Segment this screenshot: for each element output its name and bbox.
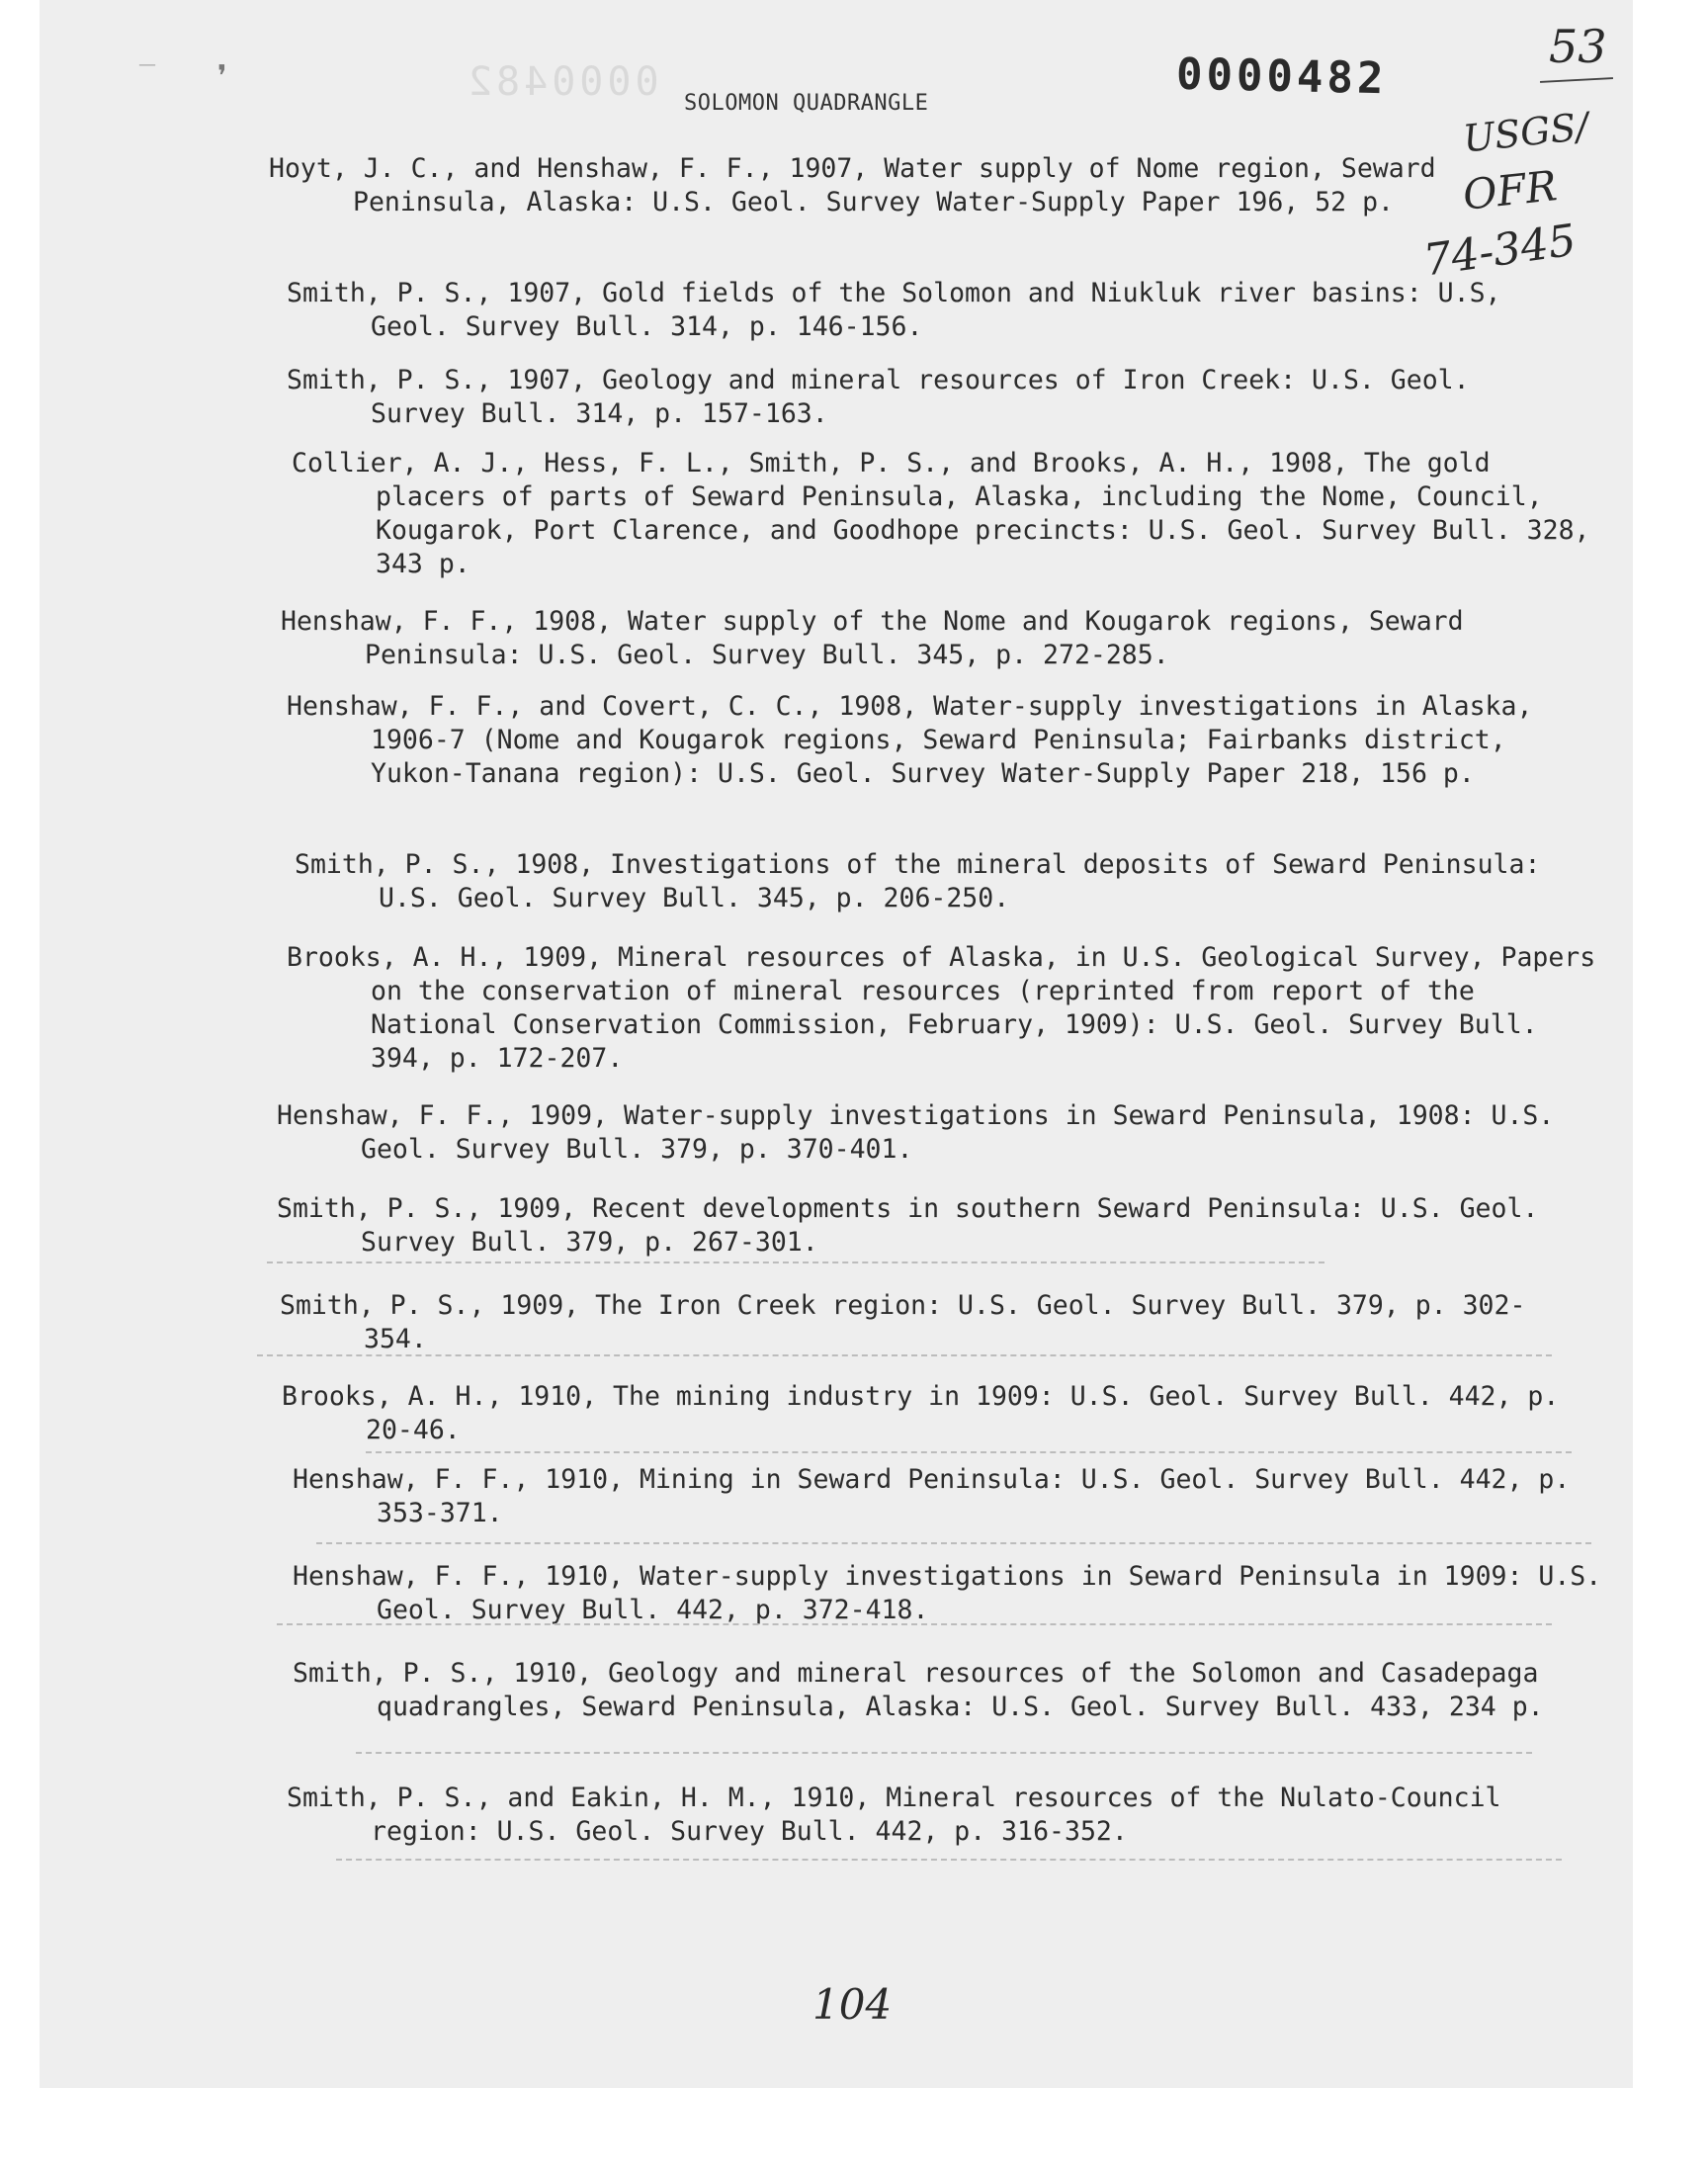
reference-entry: Brooks, A. H., 1910, The mining industry in 1909: U.S. Geol. Survey Bull. 442, p. 20-46.: [282, 1381, 1560, 1445]
reference-entry: Hoyt, J. C., and Henshaw, F. F., 1907, Water supply of Nome region, Seward Peninsula, Alaska: U.S. Geol. Survey Water-Supply Paper 196, 52 p.: [269, 153, 1436, 218]
reference-entry: Smith, P. S., 1910, Geology and mineral resources of the Solomon and Casadepaga quadrangles, Seward Peninsula, Alaska: U.S. Geol. Survey Bull. 433, 234 p.: [293, 1658, 1544, 1722]
reference-entry: Henshaw, F. F., 1909, Water-supply investigations in Seward Peninsula, 1908: U.S. Geol. Survey Bull. 379, p. 370-401.: [277, 1100, 1555, 1165]
handwritten-ofr-number: 74-345: [1420, 215, 1580, 287]
bleed-through-number: 0000482: [465, 59, 659, 105]
reference-entry: Brooks, A. H., 1909, Mineral resources of Alaska, in U.S. Geological Survey, Papers on the conservation of mineral resources (reprinted from report of the National Conservation Commission, February, 1909): U.S. Geol. Survey Bull. 394, p. 172-207.: [287, 942, 1596, 1074]
reference-entry: Smith, P. S., 1908, Investigations of the mineral deposits of Seward Peninsula: U.S. Geol. Survey Bull. 345, p. 206-250.: [295, 849, 1541, 914]
reference-entry: Henshaw, F. F., and Covert, C. C., 1908, Water-supply investigations in Alaska, 1906-7 (Nome and Kougarok regions, Seward Peninsula; Fairbanks district, Yukon-Tanana region): U.S. Geol. Survey Water-Supply Paper 218, 156 p.: [287, 691, 1533, 789]
reference-entry: Henshaw, F. F., 1910, Water-supply investigations in Seward Peninsula in 1909: U.S. Geol. Survey Bull. 442, p. 372-418.: [293, 1561, 1602, 1625]
handwritten-footer-number: 104: [812, 1980, 893, 2029]
handwritten-ofr-note: OFR: [1460, 161, 1560, 219]
scan-speck: ❜: [217, 59, 227, 94]
reference-entry: Henshaw, F. F., 1908, Water supply of the Nome and Kougarok regions, Seward Peninsula: U.S. Geol. Survey Bull. 345, p. 272-285.: [281, 606, 1464, 670]
reference-entry: Collier, A. J., Hess, F. L., Smith, P. S., and Brooks, A. H., 1908, The gold placers of parts of Seward Peninsula, Alaska, including the Nome, Council, Kougarok, Port Clarence, and Goodhope precincts: U.S. Geol. Survey Bull. 328, 343 p.: [292, 448, 1590, 579]
ruled-line: [277, 1623, 1552, 1625]
ruled-line: [336, 1859, 1562, 1861]
reference-entry: Smith, P. S., 1909, Recent developments in southern Seward Peninsula: U.S. Geol. Survey Bull. 379, p. 267-301.: [277, 1193, 1539, 1258]
reference-entry: Smith, P. S., and Eakin, H. M., 1910, Mineral resources of the Nulato-Council region: U.S. Geol. Survey Bull. 442, p. 316-352.: [287, 1783, 1501, 1847]
scan-speck: —: [138, 54, 156, 75]
reference-entry: Smith, P. S., 1909, The Iron Creek region: U.S. Geol. Survey Bull. 379, p. 302-354.: [280, 1290, 1526, 1354]
ruled-line: [316, 1542, 1591, 1544]
page-title: SOLOMON QUADRANGLE: [684, 91, 929, 116]
ruled-line: [356, 1752, 1532, 1754]
reference-entry: Henshaw, F. F., 1910, Mining in Seward Peninsula: U.S. Geol. Survey Bull. 442, p. 353-371.: [293, 1464, 1571, 1528]
reference-list: [40, 0, 1633, 2088]
reference-entry: Smith, P. S., 1907, Geology and mineral resources of Iron Creek: U.S. Geol. Survey Bull. 314, p. 157-163.: [287, 365, 1470, 429]
reference-entry: Smith, P. S., 1907, Gold fields of the Solomon and Niukluk river basins: U.S, Geol. Survey Bull. 314, p. 146-156.: [287, 278, 1501, 342]
handwritten-usgs-note: USGS/: [1461, 104, 1591, 161]
scan-margin: [0, 2088, 1708, 2175]
ruled-line: [257, 1354, 1552, 1356]
handwritten-page-number: 53: [1549, 20, 1607, 73]
document-number: 0000482: [1175, 48, 1388, 105]
ruled-line: [267, 1262, 1324, 1263]
ruled-line: [366, 1451, 1572, 1453]
document-page: [40, 0, 1633, 2088]
